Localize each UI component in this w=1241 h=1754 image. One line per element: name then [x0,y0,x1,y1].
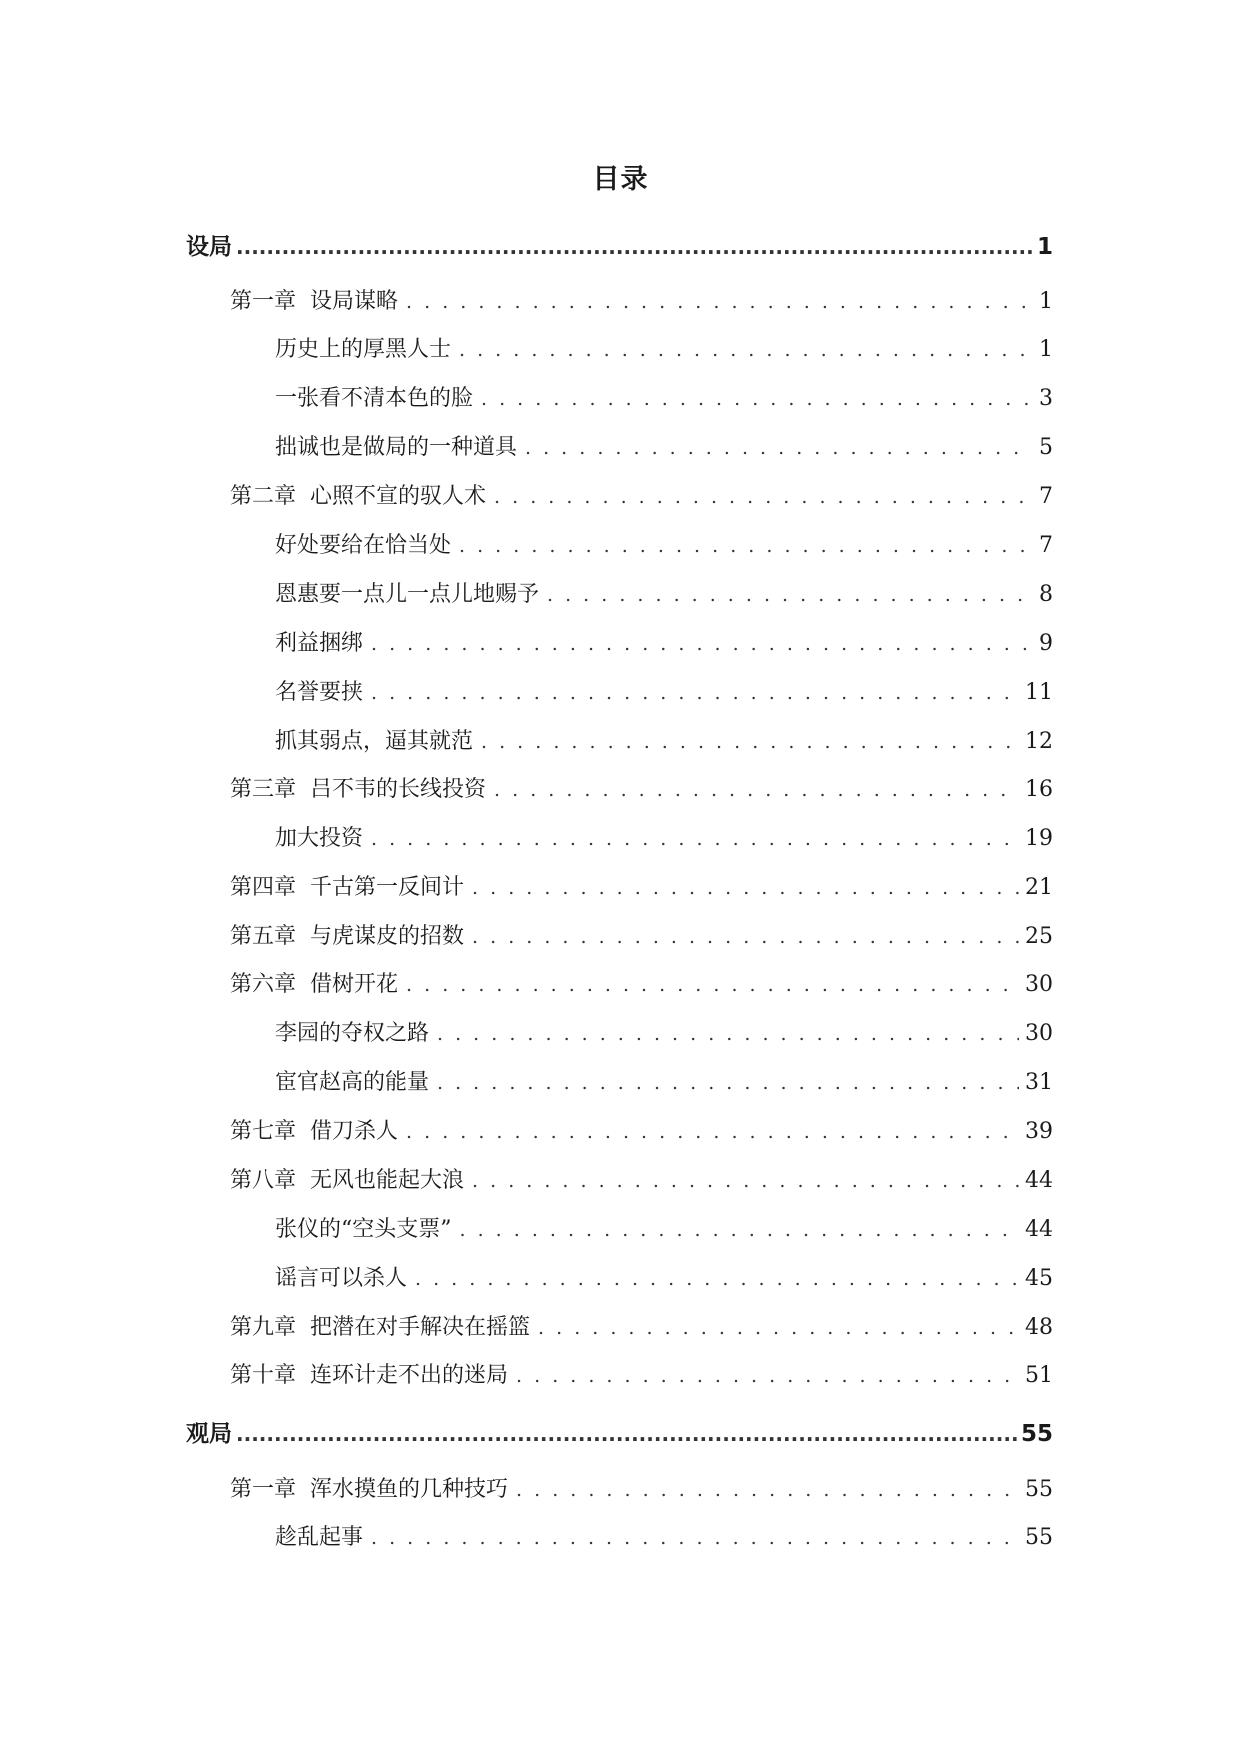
dot-leader [472,1165,1019,1197]
toc-entry-label [230,1474,508,1506]
dot-leader [406,286,1033,318]
dot-leader [437,1067,1019,1099]
toc-section-entry[interactable] [275,334,1053,366]
toc-entry-title: 张仪的“空头支票” [275,1217,452,1242]
toc-entry-label [230,969,398,1001]
toc-chapter-entry[interactable] [230,872,1053,904]
dot-leader [459,530,1033,562]
toc-page-number: 16 [1025,777,1053,802]
toc-entry-title: 浑水摸鱼的几种技巧 [310,1477,509,1502]
toc-page-number: 11 [1025,680,1053,705]
toc-entry-label [275,726,473,758]
dot-leader [371,823,1019,855]
dot-leader [459,334,1033,366]
dot-leader [371,1522,1019,1554]
chapter-number: 第六章 [230,972,297,997]
toc-section-entry[interactable] [275,383,1053,415]
toc-entry-title: 心照不宣的驭人术 [310,484,487,509]
toc-entry-title: 好处要给在恰当处 [275,533,452,558]
toc-section-entry[interactable] [275,530,1053,562]
toc-entry-label [275,334,451,366]
toc-page-number: 1 [1039,289,1053,314]
toc-page-number: 1 [1036,234,1053,260]
dot-leader [481,726,1019,758]
toc-entry-title: 抓其弱点，逼其就范 [275,729,474,754]
dot-leader [406,1116,1019,1148]
dot-leader [236,230,1033,264]
toc-entry-title: 无风也能起大浪 [310,1168,465,1193]
toc-entry-label [275,579,539,611]
chapter-number: 第七章 [230,1119,297,1144]
toc-page-number: 55 [1025,1477,1053,1502]
dot-leader [547,579,1033,611]
toc-entry-label [275,1263,407,1295]
dot-leader [236,1417,1017,1451]
toc-chapter-entry[interactable] [230,969,1053,1001]
toc-entry-label [275,628,363,660]
toc-entry-label [275,1067,429,1099]
toc-entry-title: 趁乱起事 [275,1525,364,1550]
dot-leader [472,921,1019,953]
toc-entry-title: 千古第一反间计 [310,875,465,900]
toc-entry-title: 拙诚也是做局的一种道具 [275,435,518,460]
toc-section-entry[interactable] [275,677,1053,709]
toc-entry-title: 与虎谋皮的招数 [310,924,465,949]
toc-entry-title: 谣言可以杀人 [275,1266,408,1291]
toc-entry-label [230,1116,398,1148]
dot-leader [494,481,1033,513]
dot-leader [538,1312,1019,1344]
toc-page-number: 9 [1039,631,1053,656]
toc-entry-label [230,872,464,904]
toc-page-number: 44 [1025,1168,1053,1193]
toc-section-entry[interactable] [275,1522,1053,1554]
toc-page-number: 25 [1025,924,1053,949]
toc-entry-title: 借刀杀人 [310,1119,399,1144]
toc-entry-title: 利益捆绑 [275,631,364,656]
toc-entry-title: 借树开花 [310,972,399,997]
toc-page-number: 7 [1039,484,1053,509]
dot-leader [371,677,1019,709]
toc-section-entry[interactable] [275,726,1053,758]
toc-page-number: 5 [1039,435,1053,460]
chapter-number: 第一章 [230,1477,297,1502]
toc-entry-title: 设局 [186,234,232,260]
toc-page-number: 30 [1025,1021,1053,1046]
toc-page-number: 1 [1039,337,1053,362]
toc-part-entry[interactable] [186,230,1053,264]
toc-entry-label [230,1165,464,1197]
toc-section-entry[interactable] [275,1263,1053,1295]
toc-entry-label [275,1214,452,1246]
toc-entry-label [275,1018,429,1050]
toc-section-entry[interactable] [275,1214,1053,1246]
toc-page-number: 21 [1025,875,1053,900]
toc-entry-label [275,1522,363,1554]
toc-page-number: 39 [1025,1119,1053,1144]
toc-section-entry[interactable] [275,823,1053,855]
toc-chapter-entry[interactable] [230,1360,1053,1392]
toc-entry-title: 把潜在对手解决在摇篮 [310,1315,531,1340]
page-title: 目录 [592,164,649,195]
toc-entry-title: 一张看不清本色的脸 [275,386,474,411]
chapter-number: 第四章 [230,875,297,900]
chapter-number: 第二章 [230,484,297,509]
toc-entry-label [275,432,517,464]
toc-chapter-entry[interactable] [230,921,1053,953]
toc-entry-title: 历史上的厚黑人士 [275,337,452,362]
dot-leader [494,774,1019,806]
toc-page-number: 8 [1039,582,1053,607]
toc-section-entry[interactable] [275,628,1053,660]
toc-chapter-entry[interactable] [230,774,1053,806]
dot-leader [371,628,1033,660]
toc-entry-label [275,677,363,709]
toc-page-number: 44 [1025,1217,1053,1242]
toc-entry-title: 恩惠要一点儿一点儿地赐予 [275,582,540,607]
toc-page-number: 12 [1025,729,1053,754]
dot-leader [525,432,1033,464]
toc-page-number: 30 [1025,972,1053,997]
dot-leader [437,1018,1019,1050]
chapter-number: 第一章 [230,289,297,314]
dot-leader [406,969,1019,1001]
toc-entry-title: 观局 [186,1421,232,1447]
toc-entry-label [186,1417,232,1451]
chapter-number: 第八章 [230,1168,297,1193]
chapter-number: 第五章 [230,924,297,949]
toc-chapter-entry[interactable] [230,1165,1053,1197]
toc-page-number: 19 [1025,826,1053,851]
toc-entry-title: 加大投资 [275,826,364,851]
toc-page-number: 51 [1025,1363,1053,1388]
toc-entry-title: 吕不韦的长线投资 [310,777,487,802]
toc-entry-title: 设局谋略 [310,289,399,314]
toc-chapter-entry[interactable] [230,1312,1053,1344]
dot-leader [415,1263,1019,1295]
toc-entry-title: 李园的夺权之路 [275,1021,430,1046]
dot-leader [460,1214,1020,1246]
toc-chapter-entry[interactable] [230,1474,1053,1506]
toc-page-number: 55 [1025,1525,1053,1550]
toc-entry-title: 连环计走不出的迷局 [310,1363,509,1388]
toc-entry-label [230,1360,508,1392]
toc-page-number: 45 [1025,1266,1053,1291]
toc-entry-label [275,383,473,415]
toc-entry-title: 宦官赵高的能量 [275,1070,430,1095]
toc-page-number: 7 [1039,533,1053,558]
dot-leader [481,383,1033,415]
toc-entry-label [230,286,398,318]
chapter-number: 第十章 [230,1363,297,1388]
chapter-number: 第九章 [230,1315,297,1340]
toc-entry-label [230,481,486,513]
dot-leader [472,872,1019,904]
toc-section-entry[interactable] [275,1018,1053,1050]
toc-page-number: 3 [1039,386,1053,411]
toc-section-entry[interactable] [275,432,1053,464]
toc-entry-label [230,774,486,806]
toc-entry-label [186,230,232,264]
toc-chapter-entry[interactable] [230,1116,1053,1148]
toc-page-number: 31 [1025,1070,1053,1095]
dot-leader [516,1474,1019,1506]
toc-chapter-entry[interactable] [230,286,1053,318]
toc-entry-label [230,1312,530,1344]
toc-entry-label [230,921,464,953]
toc-entry-label [275,530,451,562]
chapter-number: 第三章 [230,777,297,802]
toc-entry-label [275,823,363,855]
toc-section-entry[interactable] [275,1067,1053,1099]
toc-chapter-entry[interactable] [230,481,1053,513]
toc-entry-title: 名誉要挟 [275,680,364,705]
toc-page-number: 48 [1025,1315,1053,1340]
toc-page-number: 55 [1020,1421,1053,1447]
toc-section-entry[interactable] [275,579,1053,611]
dot-leader [516,1360,1019,1392]
toc-part-entry[interactable] [186,1417,1053,1451]
